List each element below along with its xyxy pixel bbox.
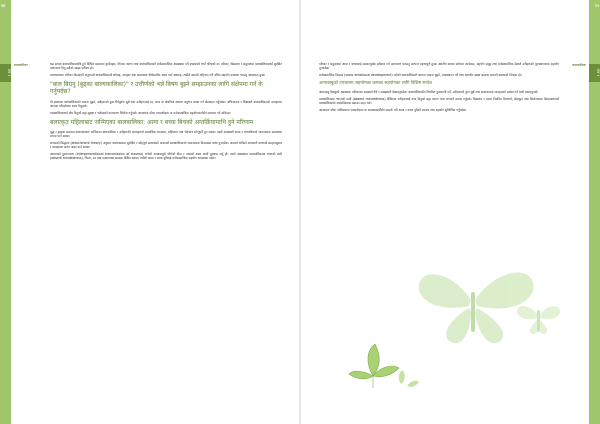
small-butterfly-icon bbox=[517, 306, 560, 334]
right-intro-paragraph-1: परिवार र समुदायमा आमा र बच्चालाई सम्मानपूर्वक स्वीकार गर्ने वातावरण बनाउनु अत्यन्त महत्त्वपूर्ण हुन्छ। स्थानीय स्तरमा सचेतना कार्यक्रम, सहयोग समूह तथा मनोसामाजिक सेवाले उनीहरूको पुनःस्थापनामा सहयोग पुर्‍याउँछ। bbox=[319, 62, 559, 71]
left-text-column bbox=[50, 62, 282, 163]
left-heading-1: "बाल बिग्रनु (बुढ्का बाल्यकालिका)" र उत्तीर्णको भन्ने बिषय बुझ्ने सम्झाउनका लागि संक्षेपमा गर्न के गर्नुपर्दछ? bbox=[50, 81, 263, 96]
right-section1-paragraph-3: आवश्यक परेमा तालिमप्राप्त परामर्शदाता वा स्वास्थ्यकर्मीसँग सम्पर्क गरी आमा र बच्चा दुवैको उपचार तथा सहयोग सुनिश्चित गर्नुपर्दछ। bbox=[319, 107, 467, 112]
left-section2-paragraph-2: लगावको सिद्धान्त (attachment theory) अनुसार बाल्यकालमा सुरक्षित र स्नेहपूर्ण सम्बन्धको अभावले बालबालिकाको भावनात्मक विकासमा बाधा पुर्‍याउँछ। आमाले भोगेको आघातले बच्चाको स्याहारसुसार र व्यवहारमा समेत असर पार्न सक्छ। bbox=[50, 140, 282, 150]
right-page bbox=[301, 0, 600, 424]
left-section1-paragraph-2: बालबालिकालाई दोष दिनुको सट्टा सुरक्षा र भरोसाको वातावरण सिर्जना गर्नुपर्छ। आवश्यक परेमा परामर्शदाता वा मनोसामाजिक सहयोगकर्तासँग समन्वय गर्न सकिन्छ। bbox=[50, 110, 231, 115]
right-heading-1: आमाबाबुको उपचारमा सहयोगका कमका सहयोगका लागि विशिष्ट सन्देश bbox=[319, 81, 433, 87]
right-section1-paragraph-1: आमाबाबु बिग्रनुको अवस्थामा परिवारका सदस्यले धैर्य र समझदारी देखाउनुपर्दछ। बालबालिकासँग नियमित कुराकानी गर्ने, उनीहरूको कुरा सुन्ने तथा सकारात्मक व्यवहारको प्रशंसा गर्ने बानी बसाल्नुपर्छ। bbox=[319, 89, 539, 94]
left-section2-paragraph-3: आघातको पुस्तान्तरण (intergenerational transmission of trauma) भनेको आमाबाबुले भोगेको पीडा र त्यसको असर अर्को पुस्तामा सर्नु हो। यस्तो अवस्थामा बालबालिकामा ध्यानको कमी (absent mindedness), चिन्ता, डर तथा एकाग्रतामा समस्या देखिन सक्छ। त्यसैले आमा र बच्चा दुवैलाई मनोसामाजिक सहयोग आवश्यक पर्दछ। bbox=[50, 152, 282, 161]
leaf-sprig-icon bbox=[399, 370, 419, 387]
left-page bbox=[0, 0, 299, 424]
left-intro-paragraph-1: यस सत्रमा बालबालिकामाथि हुने विभिन्न प्रकारका दुर्व्यवहार, तिनका कारण तथा बालबालिकाको मनोसामाजिक अवस्थामा पर्ने प्रभावबारे चर्चा गरिएको छ। परिवार, विद्यालय र समुदायमा बालबालिकालाई सुरक्षित वातावरण दिनु सबैको साझा दायित्व हो। bbox=[50, 62, 282, 71]
right-side-tab: सत्र १ bbox=[589, 64, 600, 82]
large-butterfly-icon bbox=[419, 273, 533, 344]
left-side-header: बालबालिका bbox=[14, 63, 28, 67]
right-section1-paragraph-2: बालबालिकामा ध्यानको कमी (absent mindedness) देखिएमा उनीहरूलाई दण्ड दिनुको सट्टा कारण पत्ता लगाउने प्रयास गर्नुपर्छ। विद्यालय र घरमा नियमित दिनचर्या, खेलकुद तथा सिर्जनात्मक क्रियाकलापले बालबालिकाको आत्मविश्वास बढाउन मद्दत गर्छ। bbox=[319, 96, 559, 105]
right-side-header: बालबालिका bbox=[572, 63, 586, 67]
left-intro-paragraph-2: बाल्यकालमा भोगेका पीडादायी अनुभवले बालबालिकाको सोचाइ, व्यवहार तथा सम्बन्धमा दीर्घकालीन असर पार्न सक्छन्। त्यसैले समयमै पहिचान गरी उचित सहयोग उपलब्ध गराउनु आवश्यक हुन्छ। bbox=[50, 73, 266, 78]
leaf-plant-icon bbox=[349, 344, 399, 388]
right-text-column bbox=[319, 62, 559, 115]
left-section1-paragraph-1: यो सवालमा बालबालिकाको भावना बुझ्ने, उनीहरूको कुरा धैर्यपूर्वक सुन्ने तथा उनीहरूलाई डर, लाज वा दोषबिना आफ्ना अनुभव व्यक्त गर्न प्रोत्साहन गर्नुपर्दछ। अभिभावक र शिक्षकले बालबालिकाको व्यवहारमा आएका परिवर्तनमा ध्यान दिनुपर्छ। bbox=[50, 99, 282, 108]
left-page-number: १४ bbox=[1, 3, 6, 8]
left-section2-paragraph-1: युद्ध र द्वन्द्वका समयमा बलात्कारबाट जन्मिएका बालबालिका र उनीहरूकी आमाहरूले सामाजिक लाञ्छना, बहिष्कार तथा भेदभाव भोग्नुपर्ने हुन सक्छ। यस्तो अवस्थाले आमा र बच्चाबिचको भावनात्मक सम्बन्धमा प्रभाव पार्न सक्छ। bbox=[50, 129, 282, 138]
left-side-tab: सत्र १ bbox=[0, 64, 11, 82]
left-heading-2: बलात्कृत महिलाबाट जन्मिएका बालबालिका: आमा र बच्चा बिचको अन्तर्क्रियामाथि हुने परिणाम bbox=[50, 118, 254, 126]
right-page-number: १५ bbox=[594, 3, 599, 8]
right-intro-paragraph-2: मनोसामाजिक विकास (socio-emotional development) भनेको बालबालिकाले आफ्ना भावना बुझ्ने, व्यवस्थापन गर्ने तथा अरूसँग स्वस्थ सम्बन्ध बनाउने क्षमताको विकास हो। bbox=[319, 73, 522, 78]
